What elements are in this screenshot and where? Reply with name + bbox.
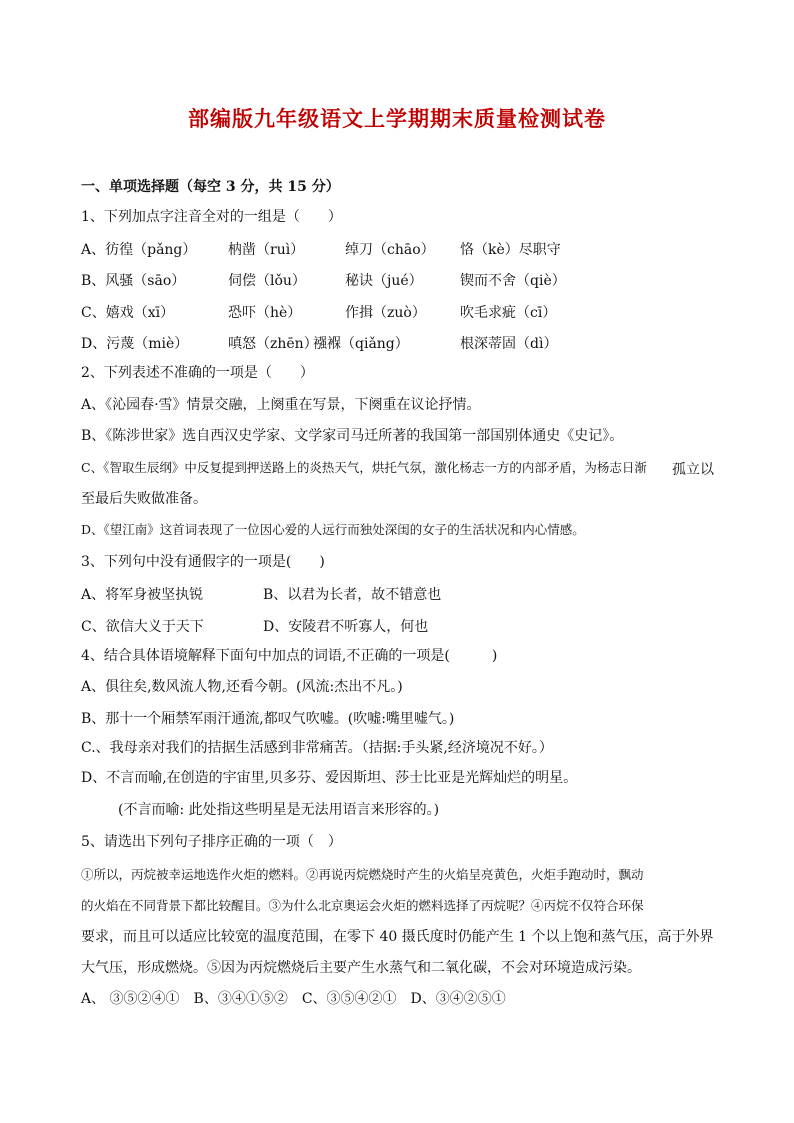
q1-option-d-2: 嗔怒（zhēn） [228, 336, 318, 352]
question-5-stem: 5、请选出下列句子排序正确的一项（ ） [81, 834, 342, 850]
q4-option-d-note: (不言而喻: 此处指这些明星是无法用语言来形容的。) [118, 802, 440, 818]
question-2-stem: 2、下列表述不准确的一项是（ ） [81, 365, 314, 381]
q3-option-c: C、欲信大义于天下 [81, 619, 204, 635]
q1-option-c-1: C、嬉戏（xī） [81, 305, 175, 321]
q1-option-a-1: A、彷徨（pǎng） [81, 242, 197, 258]
q1-option-d-3: 襁褓（qiǎng） [313, 336, 409, 352]
q1-option-c-4: 吹毛求疵（cī） [460, 305, 557, 321]
q2-option-a: A、《沁园春·雪》情景交融，上阕重在写景，下阕重在议论抒情。 [81, 397, 481, 413]
page-title: 部编版九年级语文上学期期末质量检测试卷 [188, 106, 606, 131]
q2-option-b: B、《陈涉世家》选自西汉史学家、文学家司马迁所著的我国第一部国别体通史《史记》。 [81, 428, 624, 444]
q1-option-b-4: 锲而不舍（qiè） [460, 273, 566, 289]
q1-option-c-2: 恐吓（hè） [228, 305, 302, 321]
section-heading: 一、单项选择题（每空 3 分，共 15 分） [81, 179, 340, 195]
q3-option-d: D、安陵君不听寡人，何也 [263, 619, 429, 635]
q2-option-d: D、《望江南》这首词表现了一位因心爱的人远行而独处深闺的女子的生活状况和内心情感。 [81, 522, 585, 537]
q2-option-c-tail: 孤立以 [672, 462, 714, 478]
q4-option-c: C.、我母亲对我们的拮据生活感到非常痛苦。（拮据:手头紧,经济境况不好。） [81, 740, 553, 756]
q4-option-b: B、那十一个厢禁军雨汗通流,都叹气吹嘘。(吹嘘:嘴里嘘气。) [81, 711, 455, 727]
q1-option-b-1: B、风骚（sāo） [81, 273, 186, 289]
q5-passage-line-4: 大气压，形成燃烧。⑤因为丙烷燃烧后主要产生水蒸气和二氧化碳，不会对环境造成污染。 [81, 960, 641, 976]
q1-option-b-3: 秘诀（jué） [345, 273, 423, 289]
q1-option-a-3: 绰刀（chāo） [345, 242, 435, 258]
q1-option-d-4: 根深蒂固（dì） [460, 336, 558, 352]
q1-option-d-1: D、污蔑（miè） [81, 336, 189, 352]
q3-option-a: A、将军身被坚执锐 [81, 587, 204, 603]
q1-option-a-2: 枘凿（ruì） [228, 242, 305, 258]
q5-options: A、 ③⑤②④① B、③④①⑤② C、③⑤④②① D、③④②⑤① [81, 991, 506, 1007]
q2-option-c-continued: 至最后失败做准备。 [81, 491, 207, 507]
q5-passage-line-2: 的火焰在不同背景下都比较醒目。③为什么北京奥运会火炬的燃料选择了丙烷呢？④丙烷不仅符合环保 [81, 898, 644, 913]
q5-passage-line-1: ①所以，丙烷被幸运地选作火炬的燃料。②再说丙烷燃烧时产生的火焰呈亮黄色，火炬手跑动时，飘动 [81, 867, 644, 882]
q1-option-a-4: 恪（kè）尽职守 [460, 242, 561, 258]
q1-option-c-3: 作揖（zuò） [345, 305, 426, 321]
q2-option-c: C、《智取生辰纲》中反复提到押送路上的炎热天气，烘托气氛，激化杨志一方的内部矛盾，为杨志日渐 [81, 460, 647, 475]
q4-option-a: A、俱往矣,数风流人物,还看今朝。(风流:杰出不凡。) [81, 679, 403, 695]
q4-option-d: D、不言而喻,在创造的宇宙里,贝多芬、爱因斯坦、莎士比亚是光辉灿烂的明星。 [81, 770, 578, 786]
question-1-stem: 1、下列加点字注音全对的一组是（ ） [81, 209, 342, 225]
q1-option-b-2: 伺偿（lǒu） [228, 273, 306, 289]
question-3-stem: 3、下列句中没有通假字的一项是( ) [81, 554, 325, 570]
q3-option-b: B、以君为长者，故不错意也 [263, 587, 442, 603]
question-4-stem: 4、结合具体语境解释下面句中加点的词语,不正确的一项是( ) [81, 648, 498, 664]
q5-passage-line-3: 要求，而且可以适应比较宽的温度范围，在零下 40 摄氏度时仍能产生 1 个以上饱和蒸气压，高于外界 [81, 929, 714, 945]
